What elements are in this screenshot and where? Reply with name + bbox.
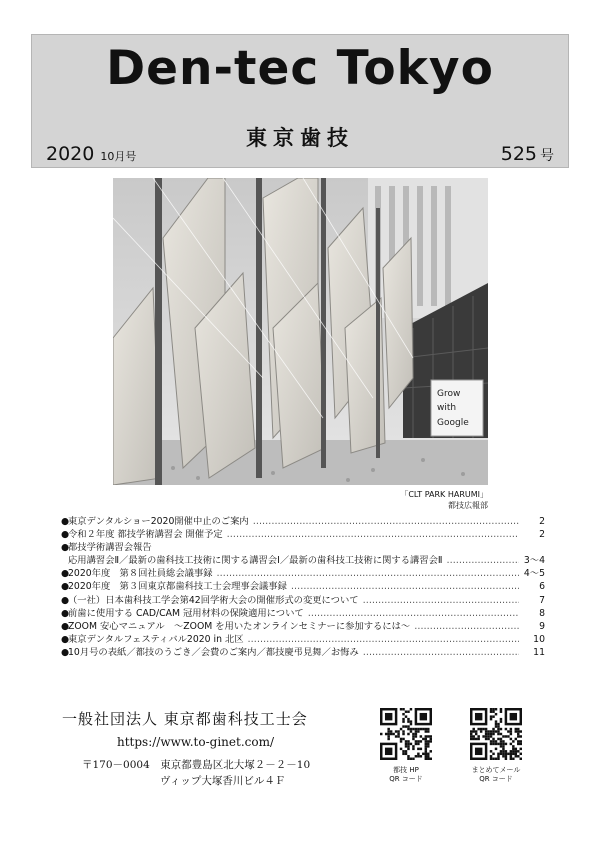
cover-photo [113, 178, 488, 485]
table-of-contents [61, 515, 545, 659]
qr-label-line-1: まとめてメール [471, 766, 521, 774]
address-line-2: ヴィップ大塚香川ビル４Ｆ [160, 775, 286, 787]
publication-subtitle: 東京歯技 [246, 125, 354, 150]
qr-code-label [361, 766, 451, 784]
toc-item-title: 都技学術講習会報告 [68, 542, 152, 554]
toc-subitem [61, 554, 545, 567]
address-line-1: 〒170－0004 東京都豊島区北大塚２－２－10 [82, 759, 311, 771]
toc-item [61, 633, 545, 646]
toc-item [61, 580, 545, 593]
organization-address [82, 757, 310, 789]
toc-item-page: 4～5 [523, 568, 545, 580]
toc-item-title: 東京デンタルフェスティバル2020 in 北区 [68, 633, 244, 645]
qr-code-icon [470, 708, 522, 760]
photo-caption-credit: 都技広報部 [448, 501, 488, 510]
toc-item [61, 541, 545, 554]
sign-line-2: with [437, 403, 457, 413]
toc-item-page: 10 [533, 633, 545, 645]
issue-number-block [501, 143, 554, 165]
toc-item [61, 620, 545, 633]
toc-leader-dots [253, 515, 519, 528]
toc-leader-dots [308, 607, 519, 620]
toc-item-title: ZOOM 安心マニュアル ～ZOOM を用いたオンラインセミナーに参加するには～ [68, 620, 411, 632]
toc-item [61, 528, 545, 541]
toc-leader-dots [414, 620, 519, 633]
toc-item-page: 2 [539, 529, 545, 541]
issue-unit: 号 [540, 148, 554, 164]
photo-caption-title: 「CLT PARK HARUMI」 [400, 490, 488, 499]
toc-bullet: ● [61, 607, 70, 619]
toc-bullet: ● [61, 581, 70, 593]
toc-item-title: 応用講習会Ⅱ／最新の歯科技工技術に関する講習会Ⅰ／最新の歯科技工技術に関する講習会Ⅱ [68, 555, 443, 567]
toc-item-page: 11 [533, 646, 545, 658]
toc-item-title: 2020年度 第３回東京都歯科技工士会理事会議事録 [68, 581, 287, 593]
toc-leader-dots [363, 594, 519, 607]
toc-leader-dots [291, 580, 519, 593]
toc-bullet: ● [61, 620, 70, 632]
toc-item-title: 前歯に使用する CAD/CAM 冠用材料の保険適用について [68, 607, 304, 619]
toc-leader-dots [446, 554, 519, 567]
issue-year: 2020 [46, 143, 95, 165]
photo-caption [400, 489, 488, 511]
toc-item-title: 東京デンタルショー2020開催中止のご案内 [68, 516, 249, 527]
toc-item-title: 10月号の表紙／都技のうごき／会費のご案内／都技慶弔見舞／お悔み [68, 646, 359, 658]
qr-code-label [451, 766, 541, 784]
toc-item [61, 594, 545, 607]
toc-leader-dots [248, 633, 519, 646]
publication-title: Den-tec Tokyo [106, 41, 494, 96]
toc-bullet: ● [61, 529, 70, 541]
issue-month: 10月号 [100, 150, 137, 163]
masthead [31, 34, 569, 168]
toc-item-page: 8 [539, 607, 545, 619]
toc-item [61, 607, 545, 620]
toc-bullet: ● [61, 568, 70, 580]
toc-bullet: ● [61, 516, 70, 527]
toc-item-page: 6 [539, 581, 545, 593]
toc-bullet: ● [61, 646, 70, 658]
toc-bullet: ● [61, 633, 70, 645]
sign-line-1: Grow [437, 389, 461, 399]
toc-item-page: 7 [539, 594, 545, 606]
toc-item [61, 515, 545, 528]
issue-number: 525 [500, 143, 537, 165]
cover-photo-illustration [113, 178, 488, 485]
sign-line-3: Google [437, 418, 469, 428]
qr-label-line-1: 都技 HP [393, 766, 419, 774]
toc-item-title: 2020年度 第８回社員総会議事録 [68, 568, 213, 580]
toc-item [61, 646, 545, 659]
qr-label-line-2: QR コード [389, 775, 423, 783]
issue-date [46, 143, 136, 165]
toc-leader-dots [217, 567, 519, 580]
organization-url: https://www.to-ginet.com/ [117, 735, 275, 749]
toc-leader-dots [227, 528, 519, 541]
toc-item-title: （一社）日本歯科技工学会第42回学術大会の開催形式の変更について [68, 594, 359, 606]
toc-item-page: 9 [539, 620, 545, 632]
toc-item [61, 567, 545, 580]
organization-name: 一般社団法人 東京都歯科技工士会 [62, 710, 308, 728]
toc-bullet: ● [61, 594, 70, 606]
toc-item-page: 2 [539, 516, 545, 527]
toc-bullet: ● [61, 542, 70, 554]
toc-item-page: 3～4 [523, 555, 545, 567]
qr-label-line-2: QR コード [479, 775, 513, 783]
toc-item-title: 令和２年度 都技学術講習会 開催予定 [68, 529, 223, 541]
toc-leader-dots [363, 646, 519, 659]
qr-code-icon [380, 708, 432, 760]
